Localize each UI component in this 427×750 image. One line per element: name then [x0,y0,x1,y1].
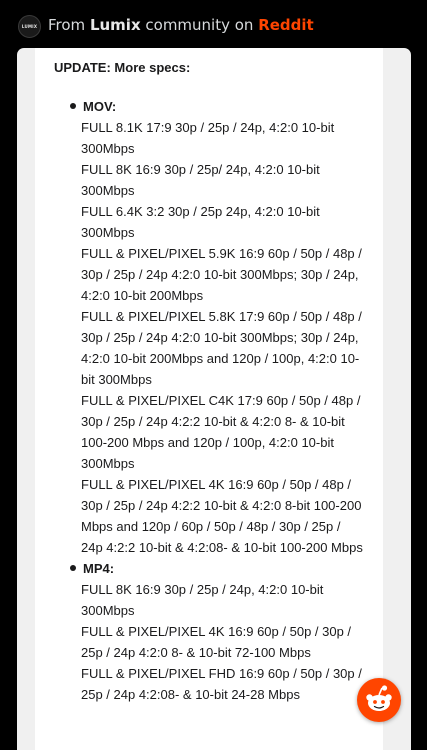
spec-entry [81,159,381,201]
spec-entry [81,579,381,621]
attribution-middle: community on [140,16,259,34]
spec-text-line: bit 300Mbps [81,372,152,387]
spec-text-line: 30p / 25p / 24p 4:2:2 10-bit & 4:2:0 8-bit 100-200 [81,498,362,513]
spec-text-line: Mbps and 120p / 60p / 50p / 48p / 30p / 25p / [81,519,341,534]
spec-text-line: 4:2:0 10-bit 200Mbps and 120p / 100p, 4:2:0 10- [81,351,360,366]
spec-text-line: FULL & PIXEL/PIXEL FHD 16:9 60p / 50p / 30p / [81,666,362,681]
spec-text-line: FULL 8K 16:9 30p / 25p / 24p, 4:2:0 10-bit [81,582,324,597]
spec-section [35,96,383,558]
spec-text-line: FULL 8.1K 17:9 30p / 25p / 24p, 4:2:0 10-bit [81,120,335,135]
spec-text-line: 300Mbps [81,141,135,156]
reddit-snoo-glyph [357,678,401,722]
spec-entry [81,663,381,705]
post-card [17,48,411,750]
spec-text-line: 300Mbps [81,456,135,471]
spec-entry [81,243,381,306]
spec-text-line: FULL & PIXEL/PIXEL 4K 16:9 60p / 50p / 30p / [81,624,352,639]
spec-text-line: 25p / 24p 4:2:0 8- & 10-bit 72-100 Mbps [81,645,311,660]
bullet-icon [70,565,76,571]
spec-entry [81,306,381,390]
section-title: MP4: [83,561,115,576]
platform-name-link[interactable]: Reddit [258,16,314,34]
spec-text-line: 300Mbps [81,183,135,198]
spec-text-line: 300Mbps [81,225,135,240]
spec-text-line: 300Mbps [81,603,135,618]
spec-text-line: 25p / 24p 4:2:08- & 10-bit 24-28 Mbps [81,687,300,702]
attribution-header [0,0,427,48]
spec-text-line: FULL & PIXEL/PIXEL C4K 17:9 60p / 50p / 48p / [81,393,361,408]
attribution-text [48,15,314,35]
attribution-prefix: From [48,16,90,34]
spec-entry [81,390,381,474]
spec-text-line: FULL & PIXEL/PIXEL 5.9K 16:9 60p / 50p / 48p / [81,246,362,261]
spec-entry [81,621,381,663]
section-title: MOV: [83,99,117,114]
spec-entry [81,117,381,159]
spec-entry [81,474,381,558]
lumix-logo-icon[interactable]: LUMIX [18,15,41,38]
spec-text-line: 100-200 Mbps and 120p / 100p, 4:2:0 10-bit [81,435,334,450]
spec-text-line: 4:2:0 10-bit 200Mbps [81,288,204,303]
update-title: UPDATE: More specs: [54,60,191,75]
spec-text-line: 24p 4:2:2 10-bit & 4:2:08- & 10-bit 100-200 Mbps [81,540,363,555]
reddit-snoo-icon[interactable] [357,678,401,722]
bullet-icon [70,103,76,109]
spec-text-line: 30p / 25p / 24p 4:2:0 10-bit 300Mbps; 30p / 24p, [81,267,359,282]
spec-text-line: FULL & PIXEL/PIXEL 5.8K 17:9 60p / 50p / 48p / [81,309,362,324]
spec-text-line: FULL 8K 16:9 30p / 25p/ 24p, 4:2:0 10-bit [81,162,320,177]
spec-entry [81,201,381,243]
spec-text-line: 30p / 25p / 24p 4:2:0 10-bit 300Mbps; 30p / 24p, [81,330,359,345]
post-body [35,48,383,750]
spec-text-line: FULL & PIXEL/PIXEL 4K 16:9 60p / 50p / 48p / [81,477,352,492]
spec-text-line: FULL 6.4K 3:2 30p / 25p 24p, 4:2:0 10-bit [81,204,320,219]
spec-text-line: 30p / 25p / 24p 4:2:2 10-bit & 4:2:0 8- & 10-bit [81,414,345,429]
spec-list [35,96,383,705]
community-name-link[interactable]: Lumix [89,16,141,34]
spec-section [35,558,383,705]
